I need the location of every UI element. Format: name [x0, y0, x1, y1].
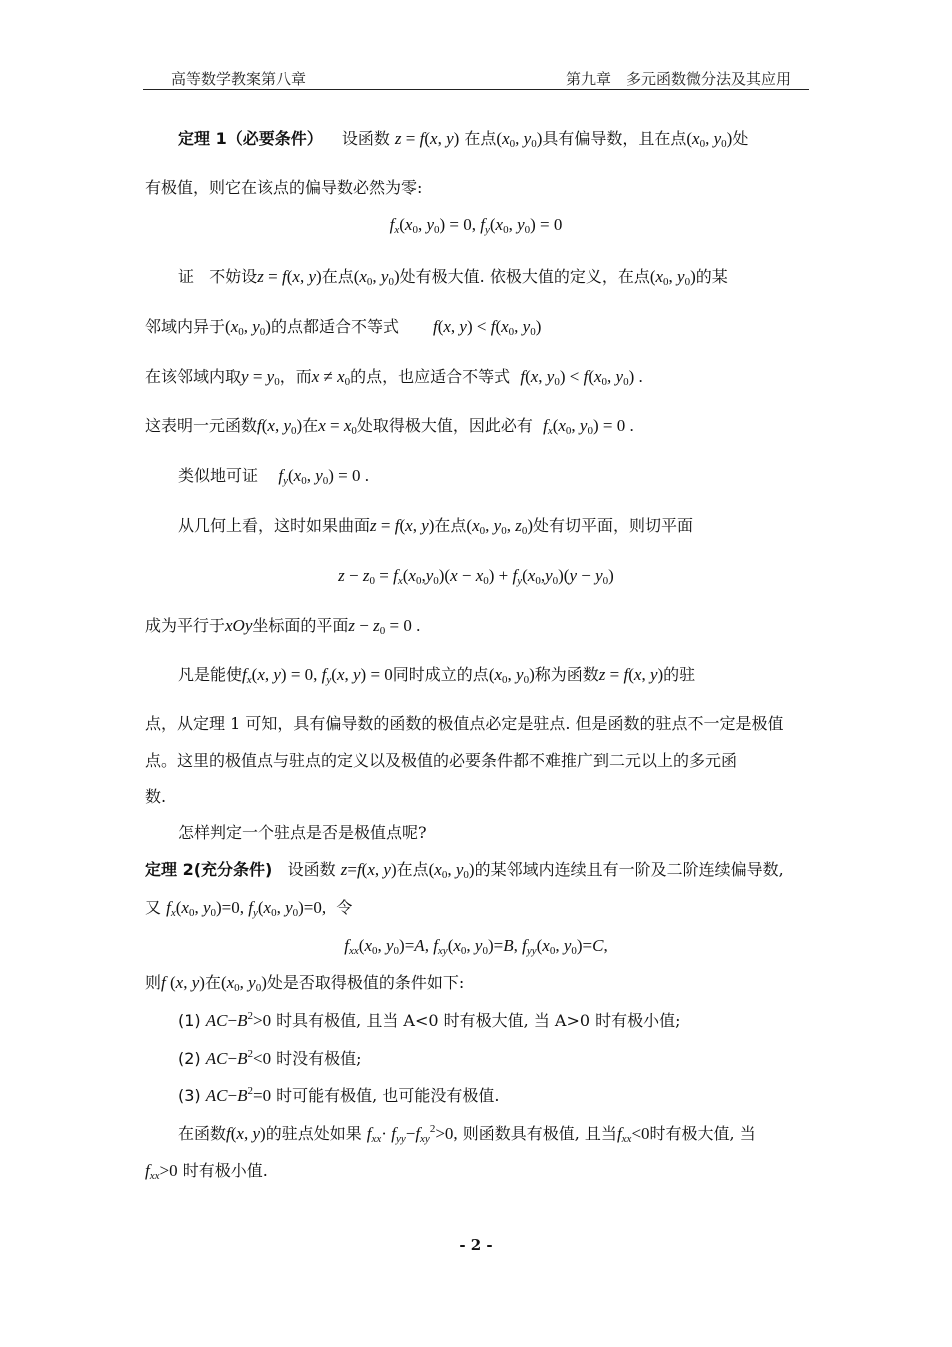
- stationary-question: 怎样判定一个驻点是否是极值点呢?: [178, 823, 427, 842]
- header-left: 高等数学教案第八章: [171, 70, 307, 88]
- theorem2-line3: 则f (x, y)在($x_0$, $y_0$)处是否取得极值的条件如下:: [145, 973, 465, 994]
- proof-line2: 邻域内异于($x_0$, $y_0$)的点都适合不等式 f(x, $y) < f(x_0$, $y_0$): [145, 317, 542, 338]
- summary-line1: 在函数f(x, y)的驻点处如果 $f_{xx}\cdot f_{yy}-f_{xy}^2>0$, 则函数具有极值, 且当$f_{xx}<0$时有极大值, 当: [178, 1123, 756, 1145]
- proof-line1: 证 不妨设z = f(x, y)在点($x_0$, $y_0$)处有极大值. 依极大值的定义，在点($x_0$, $y_0$)的某: [178, 267, 728, 288]
- equation-second-partials: $f_{xx}(x_0$, $y_0)=A$, $f_{xy}(x_0$, $y_0)=B$, $f_{yy}(x_0$, $y_0)=C$,: [344, 936, 608, 957]
- stationary-line1: 凡是能使$f_x(x$, y) = 0, $f_y(x$, y) = 0同时成立的点($x_0$, $y_0$)称为函数z = f(x, y)的驻: [178, 665, 696, 686]
- theorem1-label: 定理 1（必要条件）: [178, 129, 323, 148]
- proof-label: 证: [178, 267, 195, 286]
- geometry-line2: 成为平行于xOy坐标面的平面$z - z_0 = 0$ .: [145, 616, 421, 637]
- page-number: - 2 -: [459, 1236, 493, 1254]
- theorem1-line1: 定理 1（必要条件） 设函数 z = f(x, y) 在点($x_0$, $y_0$)具有偏导数，且在点($x_0$, $y_0$)处: [178, 129, 749, 150]
- condition-1: (1) $AC-B^2>0$ 时具有极值, 且当 A<0 时有极大值, 当 A>0 时有极小值;: [178, 1010, 681, 1030]
- condition-2: (2) $AC-B^2<0$ 时没有极值;: [178, 1048, 362, 1068]
- condition-3: (3) $AC-B^2=0$ 时可能有极值, 也可能没有极值.: [178, 1085, 500, 1105]
- theorem2-label: 定理 2(充分条件): [145, 860, 273, 879]
- theorem2-line1: 定理 2(充分条件) 设函数 z=f(x, y)在点($x_0$, $y_0$)的某邻域内连续且有一阶及二阶连续偏导数,: [145, 860, 784, 881]
- header-rule: [143, 89, 809, 90]
- stationary-line3: 点。这里的极值点与驻点的定义以及极值的必要条件都不难推广到二元以上的多元函: [145, 751, 738, 770]
- equation-partials-zero: $f_x(x_0$, $y_0) = 0$, $f_y(x_0$, $y_0) = 0$: [389, 215, 563, 236]
- geometry-line1: 从几何上看，这时如果曲面z = f(x, y)在点($x_0$, $y_0$, $z_0$)处有切平面，则切平面: [178, 516, 693, 537]
- header-right: 第九章 多元函数微分法及其应用: [566, 70, 792, 88]
- proof-line3: 在该邻域内取$y = y_0$，而$x \ne x_0$的点，也应适合不等式 f(x, $y_0) < f(x_0$, $y_0$) .: [145, 367, 643, 388]
- theorem2-line2: 又 $f_x(x_0$, $y_0)=0$, $f_y(x_0$, $y_0)=0$, 令: [145, 898, 353, 919]
- summary-line2: $f_{xx}>0$ 时有极小值.: [145, 1161, 268, 1182]
- proof-line5: 类似地可证 $f_y(x_0$, $y_0) = 0$ .: [178, 466, 369, 487]
- stationary-line4: 数.: [145, 787, 167, 806]
- equation-tangent-plane: $z - z_0 = f_x(x_0,y_0)(x - x_0) + f_y(x_0,y_0)(y - y_0)$: [338, 566, 614, 587]
- theorem1-line2: 有极值，则它在该点的偏导数必然为零:: [145, 178, 423, 197]
- proof-line4: 这表明一元函数f(x, $y_0$)在$x = x_0$处取得极大值，因此必有 $f_x(x_0$, $y_0) = 0$ .: [145, 416, 634, 437]
- stationary-line2: 点，从定理 1 可知，具有偏导数的函数的极值点必定是驻点. 但是函数的驻点不一定是极值: [145, 714, 784, 733]
